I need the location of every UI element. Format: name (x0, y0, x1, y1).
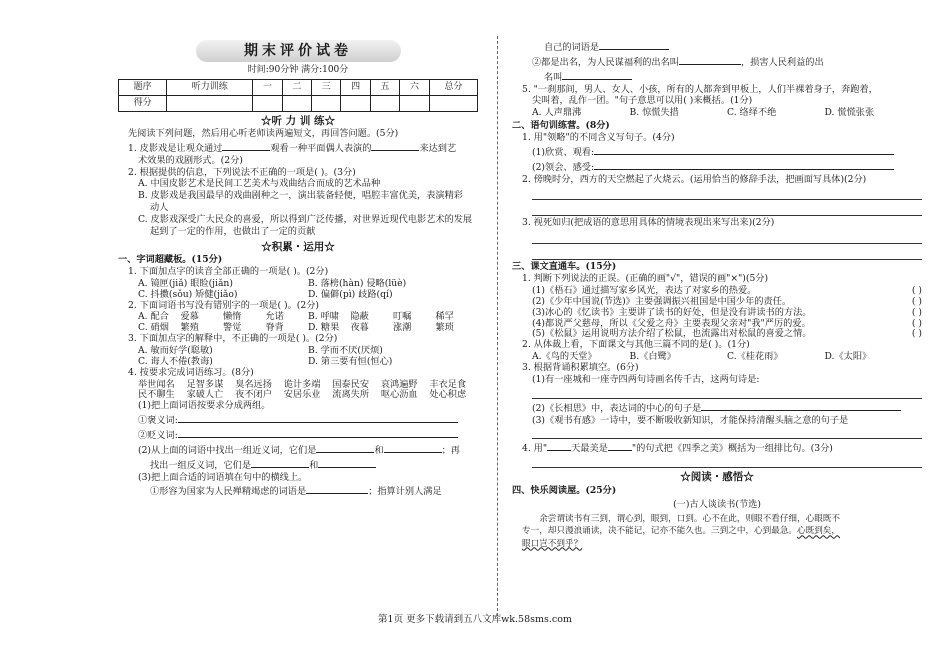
option: B.《白鹭》 (629, 351, 676, 363)
idiom-list (118, 380, 478, 402)
question-4-3b: ②都是出名，为人民谋福利的出名叫 ，损害人民利益的出 (532, 56, 824, 68)
idiom: 夜不闭户 (235, 389, 272, 401)
option: C. 抖擞(sǒu) 矫健(jiǎo) (138, 288, 238, 300)
question-4-3: (3)把上面合适的词语填在句中的横线上。 (138, 471, 308, 483)
question-4-3a-cont: 自己的词语是 (512, 40, 922, 54)
idiom: 臭名远扬 (235, 378, 272, 390)
option-c-cont: 起到了一定的作用，也做出了一定的贡献 (150, 225, 316, 237)
passage-line: 余尝谓读书有三到，谓心到，眼到，口到。心不在此，则眼不看仔细，心眼既不 (539, 514, 840, 525)
table-cell: 总分 (429, 79, 477, 95)
table-cell: 四 (341, 79, 370, 95)
word: 允诺 (265, 311, 284, 323)
answer-line[interactable] (532, 456, 922, 468)
s2-question-1a: (1)欣赏、观看: (512, 145, 922, 159)
answer-blank[interactable] (608, 441, 632, 451)
word: D. 糖果 (308, 322, 340, 334)
table-cell: 听力训练 (167, 79, 253, 95)
underlined-sentence: 心既到矣， (797, 526, 840, 537)
passage-line: 专一，却只漫浪诵读，决不能记，记亦不能久也。三到之中，心到最急。心既到矣， (522, 526, 840, 537)
score-cell[interactable] (341, 95, 370, 111)
option: C.《桂花雨》 (727, 351, 783, 363)
answer-blank[interactable] (371, 141, 419, 151)
page-footer: 第1页 更多下载请到五八文库wk.58sms.com (378, 614, 572, 625)
question-5-cont: 尖叫着，乱作一团。"句子意思可以用( )来概括。(1分) (532, 95, 753, 107)
underlined-sentence: 眼口岂不到乎？ (522, 538, 583, 549)
judge-blank[interactable]: ( ) (911, 317, 922, 329)
s3-question-1: 1. 判断下列说法的正误。(正确的画"√"，错误的画"×")(5分) (522, 273, 769, 285)
score-cell[interactable] (400, 95, 429, 111)
word: 叮嘱 (393, 311, 412, 323)
word: A. 配合 (138, 311, 169, 323)
s2-question-3: 3. 视死如归(把成语的意思用具体的情境表现出来写出来)(2分) (522, 217, 775, 229)
answer-blank[interactable] (562, 70, 632, 80)
answer-blank[interactable] (316, 443, 374, 453)
answer-line[interactable] (532, 427, 922, 439)
option: D. 偏僻(pì) 歧路(qí) (308, 288, 393, 300)
time-info: 时间:90分钟 满分:100分 (247, 65, 349, 75)
answer-line[interactable] (532, 246, 922, 260)
question-2-options (118, 312, 478, 334)
option-a: A. 中国皮影艺术是民间工艺美术与戏曲结合而成的艺术品种 (138, 178, 381, 190)
question-4-2: (2)从上面的词语中找出一组近义词，它们是 和 ；再 (138, 444, 460, 456)
question-4-1: (1)把上面词语按要求分成两组。 (138, 400, 271, 412)
table-cell: 三 (312, 79, 341, 95)
word: 爱慕 (180, 311, 199, 323)
s3-question-3c: (3)《观书有感》一诗中，要不断吸收新知识，才能保持清醒头脑之意的句子是 (532, 414, 849, 426)
answer-line[interactable] (532, 202, 922, 216)
passage-title: (一)古人谈读书(节选) (673, 498, 761, 510)
score-table-header-row (119, 79, 478, 95)
score-table (118, 79, 478, 112)
jilei-section-title: ☆积累・运用☆ (261, 240, 335, 253)
question-4-3b-cont: 名叫 (512, 70, 922, 84)
section-one-heading: 一、字词超藏板。(15分) (118, 254, 223, 266)
option: D. 慌慌张张 (824, 107, 875, 119)
question-4-2-cont: 找出一组反义词，它们是 和 (118, 458, 478, 472)
answer-blank[interactable] (222, 141, 270, 151)
judge-blank[interactable]: ( ) (911, 328, 922, 340)
idiom: 足智多谋 (186, 378, 224, 390)
s3-question-4: 4. 用" 天最美是 "的句式把《四季之美》概括为一组排比句。(3分) (522, 443, 833, 455)
question-3-options (118, 346, 478, 368)
table-cell: 五 (370, 79, 399, 95)
option-b-cont: 动人 (150, 202, 169, 214)
answer-line[interactable] (532, 186, 922, 200)
judge-item: (1)《梧石》通过描写家乡风光，表达了对家乡的热爱。 ( ) (532, 285, 922, 297)
listening-q1-cont: 术效果的戏剧形式。(2分) (138, 154, 243, 166)
s3-question-3a: (1)有一座城和一座寺四两句诗画名传千古，这两句诗是: (532, 373, 760, 385)
judge-item: (2)《少年中国说(节选)》主要强调振兴祖国是中国少年的责任。 ( ) (532, 295, 922, 307)
listening-q1: 1. 皮影戏是让观众通过 观看一种平面偶人表演的 来达到艺 (128, 142, 457, 154)
table-cell: 六 (400, 79, 429, 95)
word: C. 硝烟 (138, 322, 169, 334)
option: A. 镜匣(jiǎ) 眼睑(jiǎn) (138, 277, 233, 289)
score-table-score-row (119, 95, 478, 111)
listening-section-title: ☆听 力 训 练☆ (261, 114, 335, 127)
option: D. 第三要有恒(恒心) (308, 355, 393, 367)
score-cell[interactable] (312, 95, 341, 111)
judge-item: (4)都说严父慈母，所以《父爱之舟》主要表现父亲对"我"严厉的爱。 ( ) (532, 317, 922, 329)
option-b: B. 皮影戏是我国最早的戏曲剧种之一，演出装备轻便，唱腔丰富优美，表演精彩 (138, 190, 463, 202)
exam-title: 期末评价试卷 (196, 40, 401, 62)
question-5-options (512, 108, 922, 119)
left-column (118, 40, 478, 499)
answer-blank[interactable] (318, 458, 376, 468)
answer-blank[interactable] (594, 145, 894, 155)
listening-intro: 先阅读下列问题，然后用心听老师读两遍短文，再回答问题。(5分) (128, 127, 399, 139)
judge-blank[interactable]: ( ) (911, 306, 922, 318)
section-four-heading: 四、快乐阅读屋。(25分) (512, 484, 617, 496)
s2-question-1b: (2)领会、感受: (512, 160, 922, 174)
question-2: 2. 下面词语书写没有错别字的一项是( )。(2分) (128, 299, 319, 311)
word: 夜暮 (350, 322, 369, 334)
word: 涨潮 (393, 322, 412, 334)
s2-question-1: 1. 用"领略"的不同含义写句子。(4分) (522, 132, 675, 144)
score-cell[interactable] (167, 95, 253, 111)
answer-blank[interactable] (679, 55, 741, 65)
word: 隐蔽 (350, 311, 369, 323)
option-c: C. 皮影戏深受广大民众的喜爱，所以得到广泛传播，对世界近现代电影艺术的发展 (138, 214, 473, 225)
answer-line[interactable] (532, 230, 922, 244)
idiom: 呕心沥血 (380, 389, 418, 401)
question-4: 4. 按要求完成词语练习。(8分) (128, 366, 254, 378)
answer-blank[interactable] (306, 484, 368, 494)
question-4-1b: ②贬义词: (118, 428, 478, 442)
judge-blank[interactable]: ( ) (911, 285, 922, 297)
score-cell[interactable] (253, 95, 282, 111)
s2-question-2: 2. 傍晚时分，西方的天空燃起了火烧云。(运用恰当的修辞手法，把画面写具体)(2分) (522, 173, 867, 185)
reading-passage (512, 513, 922, 549)
yuedu-section-title: ☆阅读・感悟☆ (680, 471, 754, 484)
answer-line[interactable] (532, 387, 922, 399)
option: A. 人声鼎沸 (532, 107, 582, 119)
section-three-heading: 三、课文直通车。(15分) (512, 261, 617, 273)
s3-question-3b: (2)《长相思》中，表达词的中心的句子是 (512, 401, 922, 415)
s3-question-2: 2. 从体裁上看，下面课文与其他三篇不同的是( )。(1分) (522, 339, 750, 351)
right-column (512, 40, 922, 550)
passage-line (522, 538, 922, 550)
answer-blank[interactable] (251, 458, 309, 468)
word: 警觉 (223, 322, 242, 334)
idiom: 流离失所 (332, 389, 370, 401)
table-cell: 二 (282, 79, 311, 95)
section-two-heading: 二、语句训练营。(8分) (512, 120, 610, 132)
score-cell[interactable] (370, 95, 399, 111)
option: B. 落榜(hàn) 侵略(lüè) (308, 277, 407, 289)
answer-blank[interactable] (178, 428, 458, 438)
idiom: 处心积虑 (429, 389, 467, 401)
judge-item: (3)冰心的《忆读书》主要讲了读书的好处，但是没有讲读书的方法。 ( ) (532, 306, 922, 318)
idiom: 家破人亡 (186, 389, 224, 401)
judge-item: (5)《松鼠》运用说明方法介绍了松鼠，也流露出对松鼠的喜爱之情。 ( ) (532, 328, 922, 340)
question-5: 5. "一刹那间，男人、女人、小孩，所有的人都奔到甲板上，人们半裸着身子，奔跑着， (522, 83, 878, 95)
question-1-options (118, 279, 478, 301)
question-1: 1. 下面加点字的读音全部正确的一项是( )。(2分) (128, 265, 329, 277)
answer-blank[interactable] (178, 413, 458, 423)
idiom: 安居乐业 (283, 389, 321, 401)
score-cell[interactable] (282, 95, 311, 111)
word: 脊背 (265, 322, 284, 334)
score-cell[interactable] (429, 95, 477, 111)
column-divider (497, 36, 498, 616)
idiom: 民不聊生 (138, 389, 175, 401)
question-4-3a: ①形容为国家为人民殚精竭虑的词语是 ；指算计别人满足 (150, 486, 442, 498)
table-cell: 得分 (119, 95, 167, 111)
option: A.《鸟的天堂》 (532, 351, 597, 363)
answer-blank[interactable] (547, 441, 571, 451)
table-cell: 题序 (119, 79, 167, 95)
listening-q2: 2. 根据提供的信息，下列说法不正确的一项是( )。(3分) (128, 166, 356, 178)
idiom: 哀鸿遍野 (380, 378, 418, 390)
table-cell: 一 (253, 79, 282, 95)
word: 繁琐 (435, 322, 454, 334)
idiom: 诡计多端 (283, 378, 321, 390)
idiom: 国泰民安 (332, 378, 370, 390)
option: C. 络绎不绝 (727, 107, 777, 119)
option: A. 敏而好学(聪敏) (138, 344, 213, 356)
idiom: 丰衣足食 (429, 378, 467, 390)
judge-blank[interactable]: ( ) (911, 295, 922, 307)
answer-blank[interactable] (594, 160, 894, 170)
s3-question-3: 3. 根据背诵积累填空。(6分) (522, 362, 639, 374)
word: 稀罕 (435, 311, 454, 323)
answer-blank[interactable] (599, 40, 669, 50)
option: C. 诲人不倦(教诲) (138, 355, 213, 367)
idiom: 举世闻名 (138, 378, 175, 390)
word: B. 呼啸 (308, 311, 339, 323)
question-4-1a: ①褒义词: (118, 413, 478, 427)
word: 懒惰 (223, 311, 242, 323)
answer-blank[interactable] (701, 401, 901, 411)
option: D.《太阳》 (824, 351, 872, 363)
option: B. 学而不厌(厌烦) (308, 344, 383, 356)
word: 繁殖 (180, 322, 199, 334)
option: B. 惊慌失措 (629, 107, 679, 119)
answer-blank[interactable] (384, 443, 442, 453)
question-3: 3. 下面加点字的解释中，不正确的一项是( )。(2分) (128, 333, 338, 345)
